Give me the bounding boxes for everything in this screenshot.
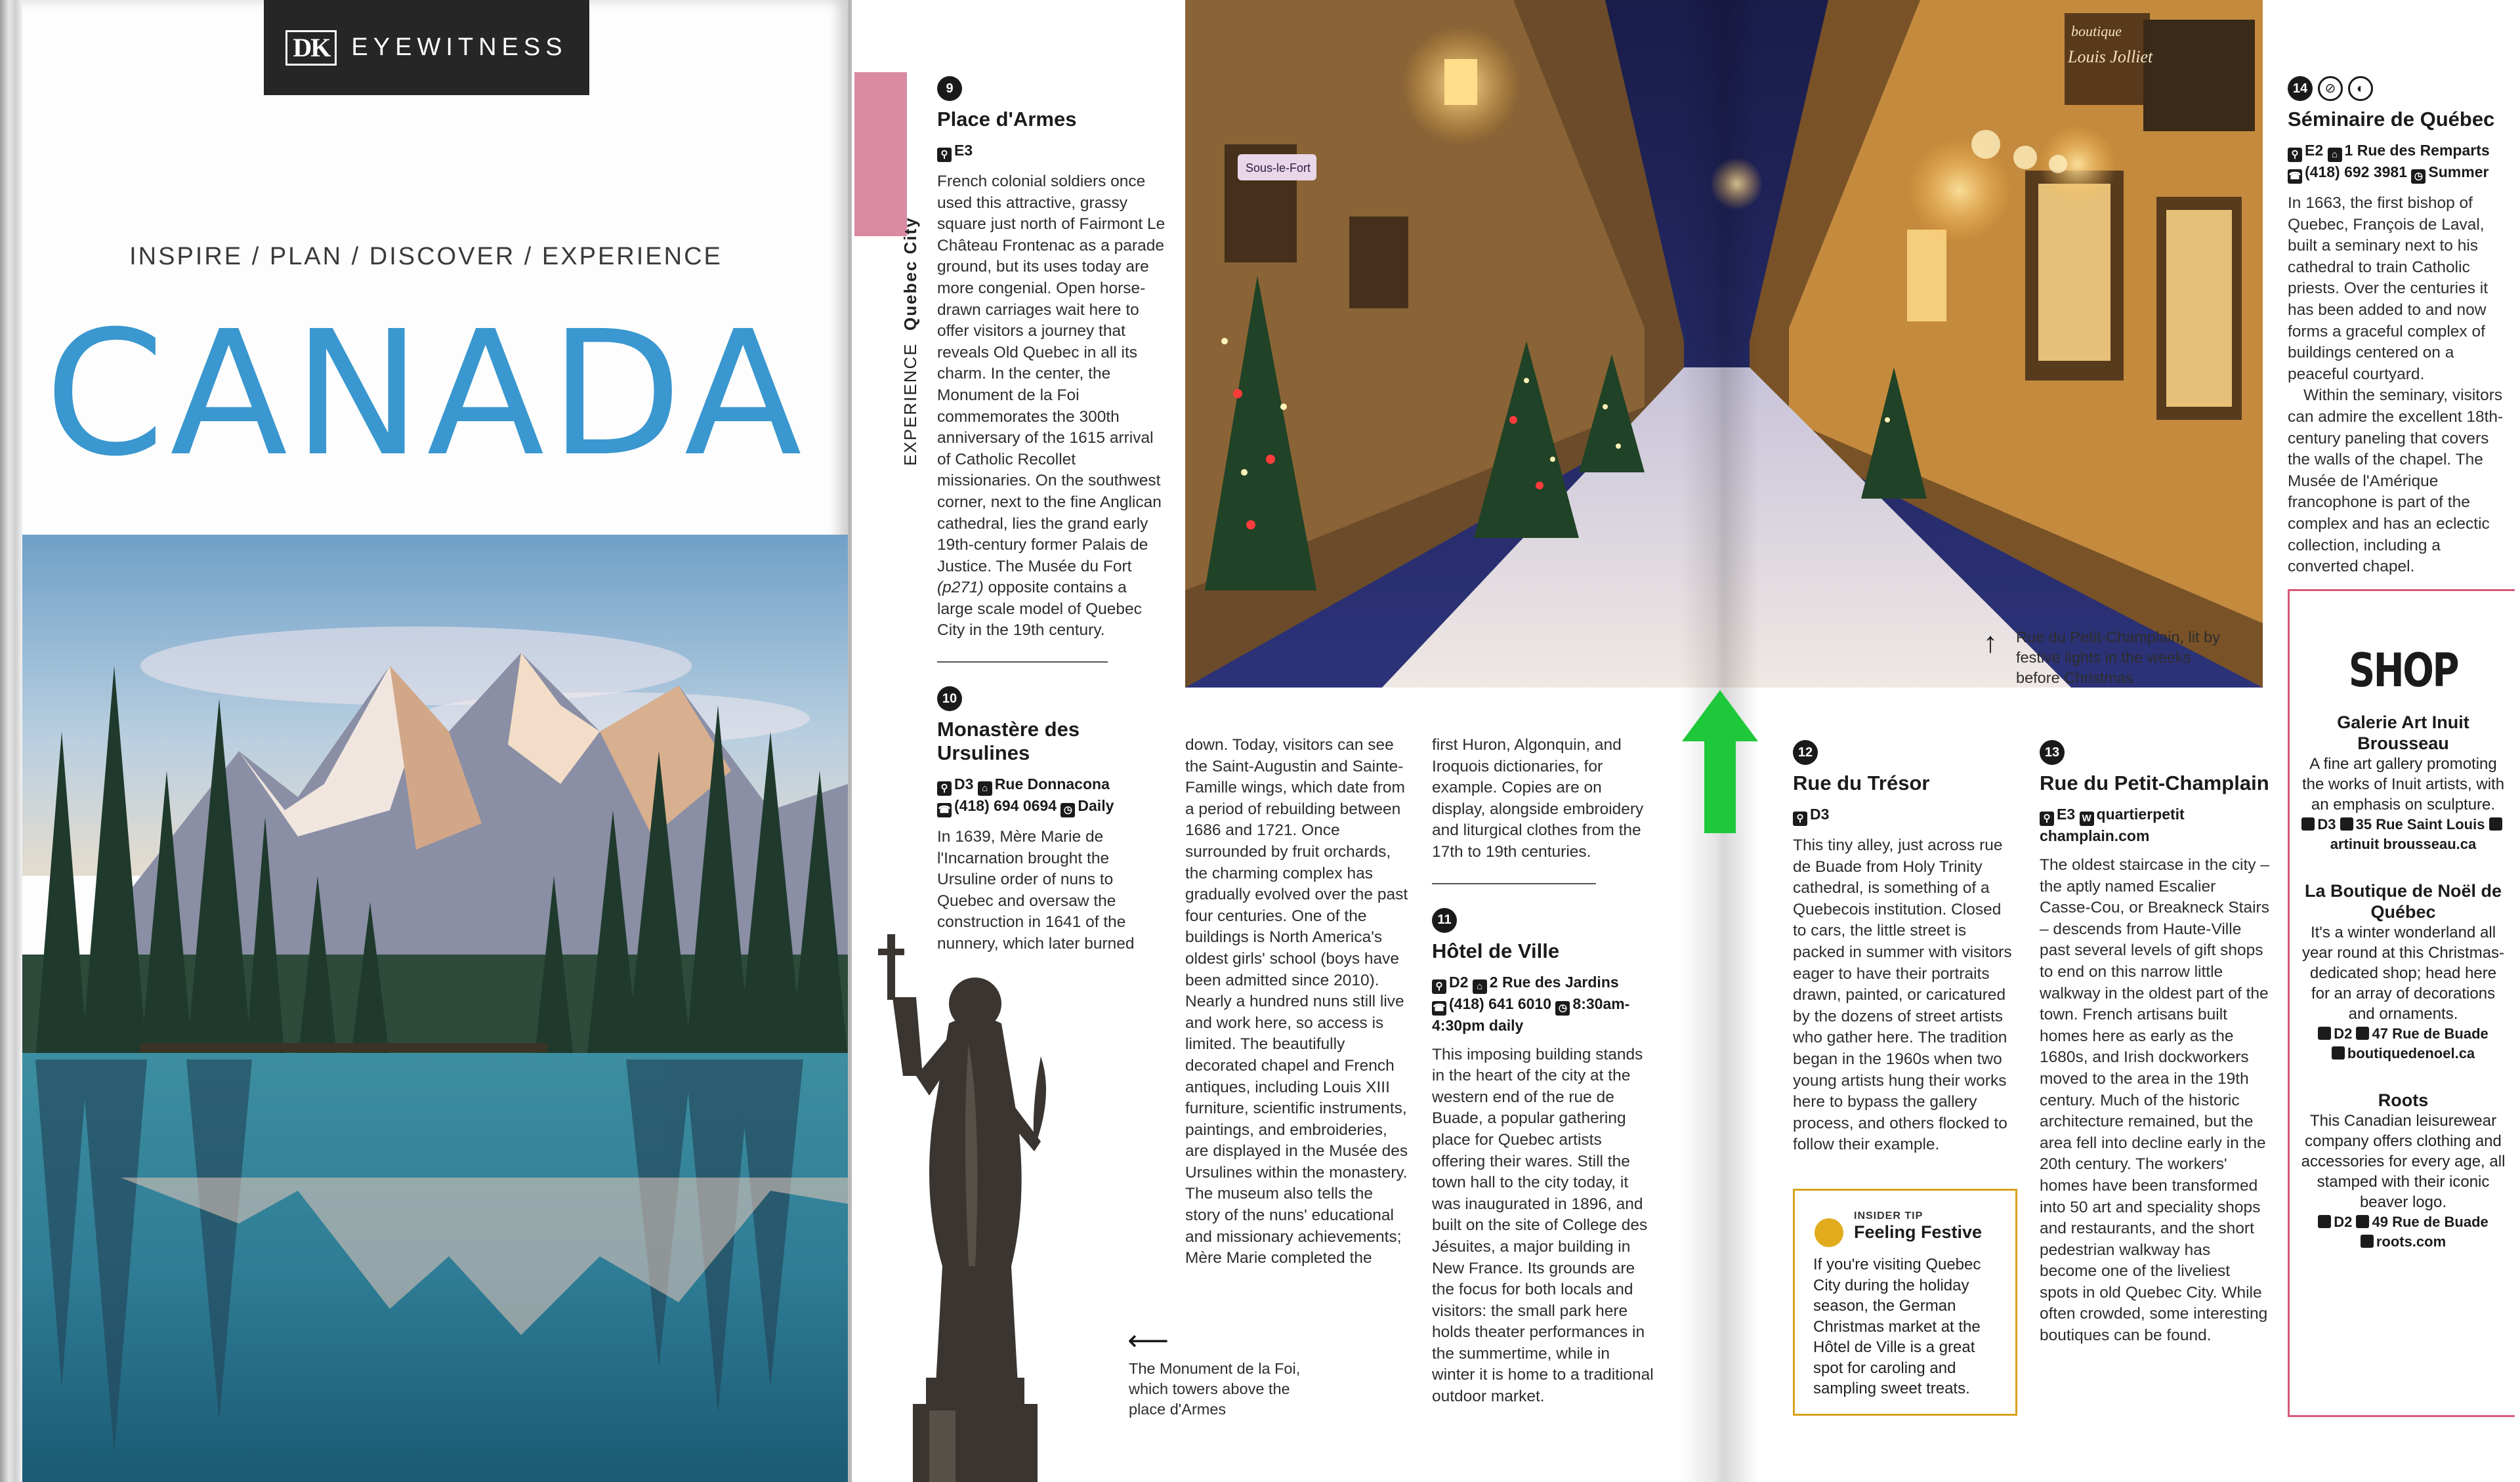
web-icon [2332,1046,2345,1060]
brand-badge [264,0,589,95]
tip-speech-icon [1815,1218,1843,1247]
address-icon [2356,1027,2369,1040]
entry-title: Séminaire de Québec [2288,108,2495,131]
cover-photo-lake [22,535,848,1482]
brand-word: EYEWITNESS [351,33,568,61]
accessibility-icon: ⊘ [2318,76,2343,101]
entry-body: The oldest staircase in the city – the aptly named Escalier Casse-Cou, or Breakneck Stairs – descends from Haute-Ville past several levels of gift shops to end on this narrow little walkway in the oldest part of the town. French artisans built homes here as early as the 1680s, and Irish dockworkers moved to the area in the 19th century. Much of the historic architecture remained, but the area fell into decline early in the 20th century. The workers' homes have been transformed into 50 art and speciality shops and restaurants, and the short pedestrian walkway has become one of the liveliest spots in old Quebec City. While often crowded, some interesting boutiques can be found. [2040,856,2269,1345]
clock-icon: ◷ [2411,169,2426,184]
insider-tip-box-right [2008,1189,2017,1416]
entry-number: 11 [1432,908,1457,933]
map-pin-icon: ⚲ [2288,148,2302,162]
shop-item-name: La Boutique de Noël de Québec [2304,881,2502,922]
entry-body: This tiny alley, just across rue de Buade from Holy Trinity cathedral, is something of a Quebecois institution. Closed to cars, the little street is packed in summer with visitors eager to have their portraits drawn, painted, or caricatured by the dozens of street artists who gather here. The tradition began in the 1960s when two young artists hung their works here to bypass the gallery process, and others flocked to follow their example. [1793,836,2012,1154]
section-color-tab [854,72,907,236]
entry-seminaire-de-quebec [2288,76,2515,578]
shop-sign-sous-le-fort: Sous-le-Fort [1246,161,1311,175]
cover-spine [0,0,22,1482]
address-icon: ⌂ [1473,979,1487,994]
entry-title: Place d'Armes [937,108,1077,131]
entry-body-2: Within the seminary, visitors can admire the excellent 18th-century paneling that covers the walls of the chapel. The Musée de l'Amérique francophone is part of the complex and has an eclectic collection, including a converted chapel. [2288,386,2504,576]
entry-meta: ⚲ D3 ⌂ Rue Donnacona ☎ (418) 694 0694 ◷ Daily [937,774,1167,817]
shop-item-name: Galerie Art Inuit Brousseau [2337,712,2469,753]
entry-column-3 [1432,735,1655,1408]
shop-item-desc: This Canadian leisurewear company offers clothing and accessories for every age, all stamped with their iconic beaver logo. [2301,1112,2506,1211]
photo-caption: Rue du Petit-Champlain, lit by festive lights in the weeks before Christmas [2016,628,2220,686]
shop-item-meta: D3 35 Rue Saint Louis artinuit brousseau.ca [2299,815,2508,854]
map-pin-icon: ⚲ [937,781,952,796]
shop-sign-boutique: boutique [2071,23,2122,39]
entry-title: Rue du Petit-Champlain [2040,772,2269,794]
tip-title: Feeling Festive [1854,1222,1983,1242]
shop-item-meta: D2 49 Rue de Buade roots.com [2299,1212,2508,1252]
side-label-city: Quebec City [900,216,920,331]
address-icon: ⌂ [2328,148,2342,162]
caption-up-arrow-icon: ↑ [1983,627,1998,659]
shop-box [2288,589,2515,1417]
dk-logo: DK [285,30,337,66]
entry-ursulines-end: first Huron, Algonquin, and Iroquois dictionaries, for example. Copies are on display, alongside embroidery and liturgical clothes from the 17th to 19th centuries. [1432,736,1644,861]
entry-meta: ⚲ D3 [1793,804,2016,826]
shop-sign-louis-jolliet: Louis Jolliet [2068,47,2153,66]
tip-body: If you're visiting Quebec City during the holiday season, the German Christmas market at the Hôtel de Ville is a great spot for caroling and sampling sweet treats. [1813,1256,1981,1397]
caption-left-arrow-icon: ⟵ [1127,1325,1169,1357]
clock-icon: ◷ [1060,803,1075,817]
section-side-label [900,216,921,466]
entry-title: Monastère des Ursulines [937,718,1080,765]
phone-icon: ☎ [1432,1001,1446,1016]
entry-ursulines-continued: down. Today, visitors can see the Saint-Augustin and Sainte-Famille wings, which date from a period of rebuilding between 1686 and 1721. Once surrounded by fruit orchards, the charming complex has gradually evolved over the past four centuries. One of the buildings is North America's oldest girls' school (boys have been admitted since 2010). Nearly a hundred nuns still live and work here, so access is limited. The beautifully decorated chapel and French antiques, including Louis XIII furniture, scientific instruments, paintings, and embroideries, are displayed in the Musée des Ursulines within the monastery. The museum also tells the story of the nuns' educational and missionary achievements; Mère Marie completed the [1185,736,1408,1267]
map-pin-icon: ⚲ [2040,812,2054,826]
shop-content [2290,591,2517,1278]
page-ref: (p271) [937,579,984,597]
map-pin-icon [2301,817,2315,831]
entry-rue-du-petit-champlain [2040,740,2269,1347]
phone-icon: ☎ [937,803,952,817]
side-label-section: EXPERIENCE [900,342,920,466]
entry-number: 9 [937,76,962,101]
cover-title: CANADA [45,294,807,494]
entry-number: 10 [937,686,962,711]
green-up-arrow-icon [1682,690,1758,833]
shop-item-name: Roots [2378,1090,2429,1110]
address-icon: ⌂ [978,781,992,796]
entry-meta: ⚲ D2 ⌂ 2 Rue des Jardins ☎ (418) 641 6010 ◷ 8:30am-4:30pm daily [1432,973,1630,1034]
shop-title: SHOP [2348,644,2458,697]
entry-body: In 1663, the first bishop of Quebec, François de Laval, built a seminary next to his cathedral to train Catholic priests. Over the centuries it has been added to and now forms a graceful complex of buildings centered on a peaceful courtyard. [2288,194,2488,383]
map-pin-icon [2318,1027,2331,1040]
ticket-icon: ◐ [2348,76,2373,101]
map-pin-icon: ⚲ [1793,812,1807,826]
web-icon: W [2080,812,2094,826]
cover-tagline: INSPIRE / PLAN / DISCOVER / EXPERIENCE [129,243,723,270]
web-icon [2489,817,2502,831]
map-pin-icon: ⚲ [1432,979,1446,994]
entry-number: 12 [1793,740,1818,765]
address-icon [2340,817,2353,831]
entry-number: 13 [2040,740,2065,765]
entry-body: In 1639, Mère Marie de l'Incarnation brought the Ursuline order of nuns to Quebec and oversaw the construction in 1641 of the nunnery, which later burned [937,828,1135,953]
entry-body: French colonial soldiers once used this attractive, grassy square just north of Fairmont Le Château Frontenac as a parade ground, but its uses today are more congenial. Open horse-drawn carriages wait here to offer visitors a journey that reveals Old Quebec in all its charm. In the center, the Monument de la Foi commemorates the 300th anniversary of the 1615 arrival of Catholic Recollet missionaries. On the southwest corner, next to the fine Anglican cathedral, lies the grand early 19th-century former Palais de Justice. The Musée du Fort (p271) opposite contains a large scale model of Quebec City in the 19th century. [937,173,1166,640]
entry-number: 14 [2288,76,2313,101]
book-cover [0,0,852,1482]
guide-spread [853,0,2520,1482]
entry-title: Rue du Trésor [1793,772,1930,794]
entry-body: This imposing building stands in the heart of the city at the western end of the rue de Buade, a popular gathering place for Quebec artists offering their wares. Still the town hall to the city today, it was inaugurated in 1896, and built on the site of College des Jésuites, a major building in New France. Its grounds are the focus for both locals and visitors: the small park here holds theater performances in the summertime, while in winter it is home to a traditional outdoor market. [1432,1045,1654,1406]
divider [1432,883,1596,884]
entry-title: Hôtel de Ville [1432,939,1560,962]
address-icon [2356,1215,2369,1228]
statue-caption: The Monument de la Foi, which towers above the place d'Armes [1129,1360,1301,1418]
entry-rue-du-tresor [1793,740,2016,1156]
shop-item-desc: A fine art gallery promoting the works of Inuit artists, with an emphasis on sculpture. [2301,755,2505,813]
entry-meta: ⚲ E3 [937,140,1167,162]
web-icon [2361,1235,2374,1248]
map-pin-icon: ⚲ [937,148,952,162]
clock-icon: ◷ [1555,1001,1570,1016]
entry-meta: ⚲ E2 ⌂ 1 Rue des Remparts ☎ (418) 692 3981 ◷ Summer [2288,140,2515,184]
insider-tip-box [1793,1189,2016,1416]
tip-label: INSIDER TIP [1854,1210,1923,1222]
entry-number-row [2288,76,2515,101]
shop-item-desc: It's a winter wonderland all year round at this Christmas-dedicated shop; head here for an array of decorations and ornaments. [2301,924,2505,1023]
entry-meta: ⚲ E3 W quartierpetit champlain.com [2040,806,2185,844]
divider [937,661,1108,663]
entry-place-darmes [937,76,1167,955]
map-pin-icon [2318,1215,2331,1228]
shop-item-meta: D2 47 Rue de Buade boutiquedenoel.ca [2299,1024,2508,1063]
phone-icon: ☎ [2288,169,2302,184]
statue-image [877,925,1067,1482]
